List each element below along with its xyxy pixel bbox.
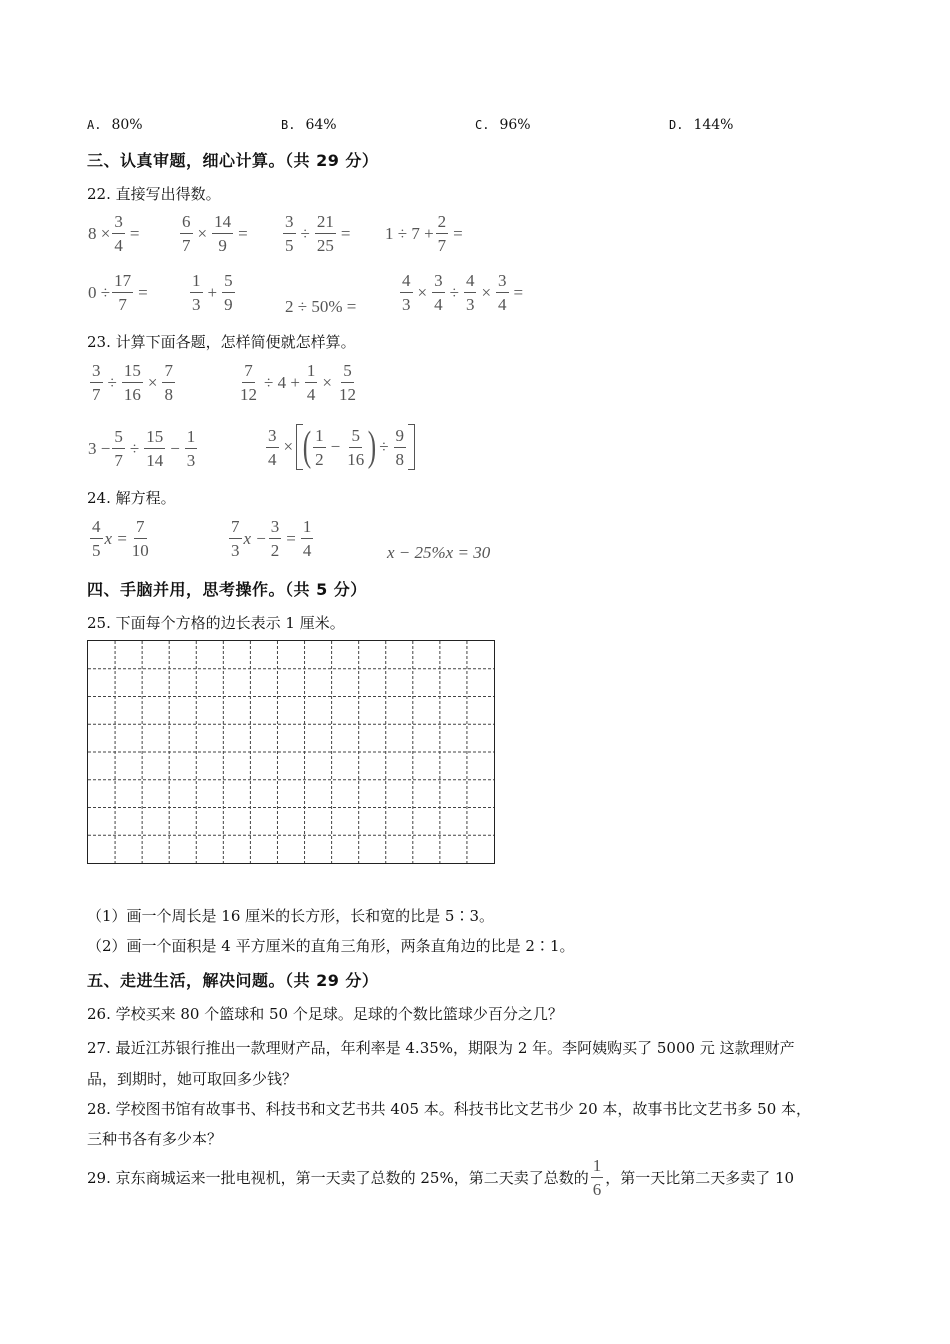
square-grid [87,640,495,864]
q23a-den2: 16 [123,385,141,404]
fraction [394,427,407,468]
q24b-num1: 7 [229,518,242,539]
fraction [212,213,233,254]
q24-item-c [387,543,490,563]
q23b-num1: 7 [242,362,255,383]
q23d-num1: 3 [266,427,279,448]
q22c-num1: 3 [283,213,296,234]
section-4-title: 四、手脑并用，思考操作。（共 5 分） [87,580,367,599]
fraction [283,213,296,254]
q22h-den4: 4 [498,295,507,314]
q23c-op2: − [170,438,180,458]
q22b-den1: 7 [182,236,191,255]
q22c-op: ÷ [300,223,310,243]
choice-a [87,117,143,133]
fraction [122,362,143,403]
q23d-num3: 5 [349,427,362,448]
q22h-op1: × [417,282,428,302]
q24a-num1: 4 [90,518,103,539]
q23-text: 23. 计算下面各题，怎样简便就怎样算。 [87,333,356,351]
fraction [305,362,318,403]
fraction [301,518,314,559]
fraction [185,428,198,469]
q23c-op1: ÷ [129,438,140,458]
choice-b-value: 64% [305,117,337,133]
fraction [315,213,336,254]
q23-item-c [88,428,199,469]
fraction [180,213,193,254]
q22h-op3: × [481,282,492,302]
q24a-den1: 5 [92,541,101,560]
q22f-den2: 9 [224,295,233,314]
q22c-den2: 25 [316,236,334,255]
q24b-var: x − [243,528,267,548]
section-5-title: 五、走进生活，解决问题。（共 29 分） [87,971,379,990]
q23b-op2: × [322,372,333,392]
q29-lead: 29. 京东商城运来一批电视机，第一天卖了总数的 25%，第二天卖了总数的 [87,1169,589,1187]
q23b-den3: 12 [339,385,357,404]
q23a-op2: × [147,372,158,392]
q22b-tail: = [238,223,248,243]
fraction [337,362,358,403]
q22e-den: 7 [118,295,127,314]
q22b-num1: 6 [180,213,193,234]
q23c-num3: 1 [185,428,198,449]
right-paren: ) [367,424,377,470]
choice-a-letter: A. [87,118,102,132]
q22d-den: 7 [437,236,447,255]
q23-item-d [264,424,415,470]
q22c-den1: 5 [285,236,294,255]
q23c-num2: 15 [144,428,165,449]
fraction [90,518,103,559]
fraction [90,362,103,403]
q23d-den3: 16 [347,449,365,469]
q23b-op1: ÷ 4 + [264,372,300,392]
q22-item-c [281,213,353,254]
q22c-num2: 21 [315,213,336,234]
q23d-op3: ÷ [379,437,389,456]
q22f-op: + [207,282,218,302]
choice-b [281,117,337,133]
q22h-num3: 4 [464,272,477,293]
fraction [130,518,151,559]
q22h-num4: 3 [496,272,509,293]
fraction [229,518,242,559]
q22e-lead: 0 ÷ [88,282,111,302]
q24b-eq: = [286,528,296,548]
q25-text: 25. 下面每个方格的边长表示 1 厘米。 [87,614,345,632]
q22h-op2: ÷ [449,282,459,302]
q22h-num2: 3 [432,272,445,293]
choice-d-letter: D. [669,118,684,132]
q22a-num: 3 [112,213,125,234]
q23c-lead: 3 − [88,438,111,458]
q22h-den1: 3 [402,295,411,314]
q23d-num2: 1 [313,427,326,448]
choice-d [669,117,733,133]
fraction [162,362,175,403]
q22-item-b [178,213,251,254]
q22h-num1: 4 [400,272,413,293]
q24a-num2: 7 [134,518,147,539]
q22h-den2: 4 [434,295,443,314]
q24a-den2: 10 [131,541,149,560]
q27-line2: 品，到期时，她可取回多少钱？ [87,1070,298,1088]
q24-item-b [227,518,315,559]
q29-tail: ，第一天比第二天多卖了 10 [605,1169,795,1187]
q22-item-d [385,213,466,254]
choice-c [475,117,531,133]
q22-item-a [88,213,142,254]
q23d-den2: 2 [315,449,324,469]
q23a-num2: 15 [122,362,143,383]
choice-c-letter: C. [475,118,490,132]
q22c-tail: = [340,223,351,243]
q23d-den4: 8 [395,449,405,469]
q24b-den2: 2 [270,541,280,560]
q24-item-a [88,518,153,559]
q22f-num1: 1 [190,272,203,293]
q24-text: 24. 解方程。 [87,489,176,507]
q25-sub1: （1）画一个周长是 16 厘米的长方形，长和宽的比是 5∶3。 [87,907,495,925]
fraction [222,272,235,313]
q22e-tail: = [138,282,148,302]
q28-line2: 三种书各有多少本？ [87,1130,223,1148]
fraction [144,428,165,469]
q29 [87,1157,794,1198]
q23-item-a [88,362,177,403]
q22a-den: 4 [114,236,123,255]
q23b-num3: 5 [341,362,354,383]
choice-b-letter: B. [281,118,296,132]
choice-a-value: 80% [111,117,143,133]
fraction [345,427,366,468]
q24c-text: x − 25%x = 30 [387,543,491,562]
q23b-den1: 12 [240,385,257,404]
q24b-den1: 3 [231,541,240,560]
section-3-title: 三、认真审题，细心计算。（共 29 分） [87,151,379,170]
q22-item-e [88,272,151,313]
choice-c-value: 96% [499,117,531,133]
q27-line1: 27. 最近江苏银行推出一款理财产品，年利率是 4.35%，期限为 2 年。李阿姨购买了 5000 元 这款理财产 [87,1039,795,1057]
q29-den: 6 [592,1180,602,1199]
fraction [400,272,413,313]
q22f-num2: 5 [222,272,235,293]
q23a-num1: 3 [90,362,103,383]
q23a-num3: 7 [162,362,175,383]
q22b-op: × [197,223,208,243]
q24b-den3: 4 [302,541,312,560]
fraction [464,272,477,313]
q22d-tail: = [453,223,463,243]
fraction [313,427,326,468]
q23-item-b [236,362,360,403]
q23d-op1: × [283,437,294,456]
q22f-den1: 3 [192,295,201,314]
q25-sub2: （2）画一个面积是 4 平方厘米的直角三角形，两条直角边的比是 2∶1。 [87,937,575,955]
q23a-op1: ÷ [107,372,117,392]
fraction [266,427,279,468]
q22-text: 22. 直接写出得数。 [87,185,221,203]
left-paren: ( [302,424,312,470]
q23d-num4: 9 [394,427,407,448]
fraction [432,272,445,313]
fraction [190,272,203,313]
fraction [496,272,509,313]
q23d-op2: − [330,437,341,456]
fraction [238,362,259,403]
q23c-den1: 7 [114,451,123,470]
q23b-den2: 4 [306,385,316,404]
q23a-den3: 8 [164,385,173,404]
q22h-den3: 3 [465,295,475,314]
q22d-lead: 1 ÷ 7 + [385,223,434,243]
q23b-num2: 1 [305,362,318,383]
q22h-tail: = [513,282,524,302]
q26-text: 26. 学校买来 80 个篮球和 50 个足球。足球的个数比篮球少百分之几？ [87,1005,563,1023]
q22d-num: 2 [436,213,449,234]
q24b-num3: 1 [301,518,314,539]
q24a-var: x = [104,528,128,548]
choice-d-value: 144% [693,117,734,133]
q22-item-g [285,297,356,317]
right-bracket [408,424,415,470]
q23c-num1: 5 [112,428,125,449]
fraction [112,213,125,254]
fraction [112,272,133,313]
q24b-num2: 3 [269,518,282,539]
q28-line1: 28. 学校图书馆有故事书、科技书和文艺书共 405 本。科技书比文艺书少 20 本，故事书比文艺书多 50 本， [87,1100,812,1118]
q22-item-h [398,272,526,313]
q22e-num: 17 [112,272,133,293]
fraction [436,213,449,254]
q22b-den2: 9 [218,236,227,255]
q23c-den3: 3 [186,451,196,470]
grid-lines [88,641,494,863]
q22b-num2: 14 [212,213,233,234]
q22a-lead: 8 × [88,223,111,243]
fraction [591,1157,604,1198]
fraction [269,518,282,559]
q22a-tail: = [129,223,140,243]
q23c-den2: 14 [146,451,164,470]
q23d-den1: 4 [268,449,277,469]
fraction [112,428,125,469]
q22-item-f [188,272,237,313]
q22g-text: 2 ÷ 50% = [285,297,357,316]
q29-num: 1 [591,1157,604,1178]
q23a-den1: 7 [92,385,101,404]
